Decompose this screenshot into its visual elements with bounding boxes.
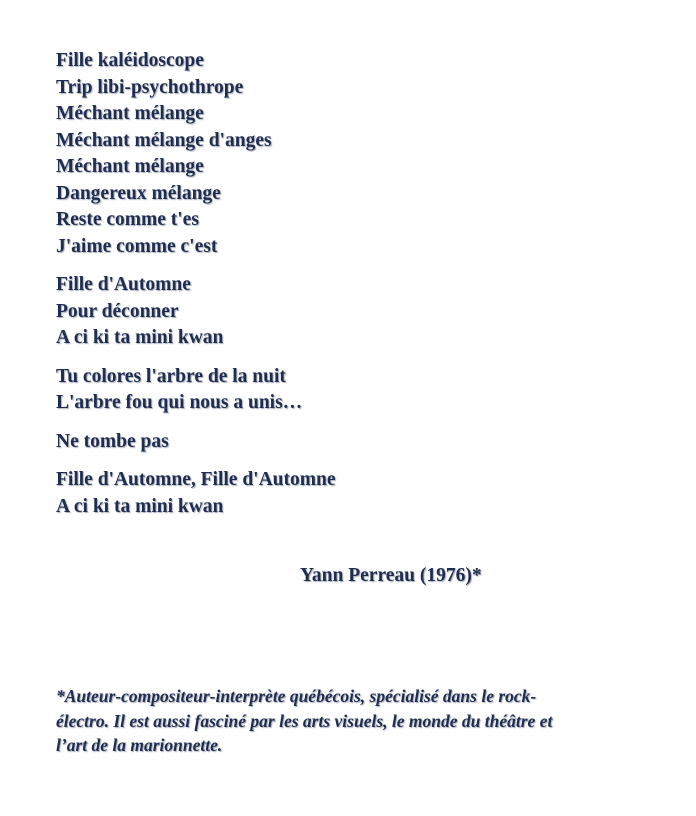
poem-line: Pour déconner [56,300,179,322]
poem-line: Tu colores l'arbre de la nuit [56,365,286,387]
stanza-4 [56,429,656,456]
poem-line: Trip libi-psychothrope [56,76,244,98]
footnote-line: électro. Il est aussi fasciné par les arts visuels, le monde du théâtre et [56,710,553,731]
poem-line: L'arbre fou qui nous a unis… [56,392,303,413]
poem-line: Fille d'Automne [56,274,191,295]
poem [56,48,656,532]
footnote [56,684,656,758]
poem-line: J'aime comme c'est [56,235,218,257]
stanza-5 [56,467,656,520]
poem-line: A ci ki ta mini kwan [56,495,224,517]
poem-line: Méchant mélange [56,156,204,177]
stanza-1 [56,48,656,260]
footnote-line: *Auteur-compositeur-interprète québécois, spécialisé dans le rock- [56,686,537,706]
stanza-2 [56,272,656,352]
author-credit: Yann Perreau (1976)* [300,565,482,586]
poem-line: A ci ki ta mini kwan [56,327,224,348]
poem-line: Reste comme t'es [56,209,199,230]
poem-line: Méchant mélange d'anges [56,129,272,151]
footnote-line: l’art de la marionnette. [56,735,223,755]
poem-line: Fille kaléidoscope [56,50,204,71]
poem-line: Fille d'Automne, Fille d'Automne [56,469,336,490]
poem-line: Ne tombe pas [56,430,169,452]
poem-line: Dangereux mélange [56,182,221,204]
stanza-3 [56,364,656,417]
poem-line: Méchant mélange [56,103,204,124]
